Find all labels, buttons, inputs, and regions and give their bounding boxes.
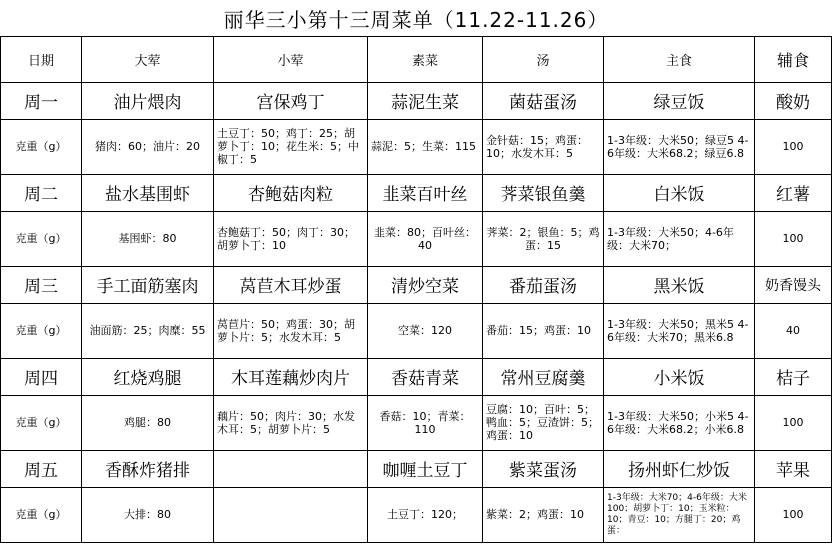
- qty-main-meat: 基围虾：80: [82, 211, 214, 266]
- qty-label: 克重（g）: [1, 487, 82, 542]
- qty-row-wednesday: [1, 303, 832, 358]
- qty-snack: 40: [755, 303, 832, 358]
- dish-row-wednesday: [1, 266, 832, 303]
- qty-snack: 100: [755, 211, 832, 266]
- dish-soup: 荠菜银鱼羹: [483, 174, 604, 211]
- dish-vegetable: 韭菜百叶丝: [368, 174, 483, 211]
- qty-vegetable: 土豆丁：120；: [368, 487, 483, 542]
- header-staple: 主食: [604, 37, 755, 83]
- dish-soup: 常州豆腐羹: [483, 358, 604, 395]
- qty-snack: 100: [755, 395, 832, 450]
- dish-main-meat: 手工面筋塞肉: [82, 266, 214, 303]
- header-vegetable: 素菜: [368, 37, 483, 83]
- day-label: 周二: [1, 174, 82, 211]
- qty-row-monday: [1, 119, 832, 174]
- dish-row-tuesday: [1, 174, 832, 211]
- qty-main-meat: 猪肉：60；油片：20: [82, 119, 214, 174]
- header-soup: 汤: [483, 37, 604, 83]
- header-row: [1, 37, 832, 83]
- dish-side-meat: 杏鲍菇肉粒: [214, 174, 368, 211]
- qty-side-meat: [214, 487, 368, 542]
- header-snack: 辅食: [755, 37, 832, 83]
- header-side-meat: 小荤: [214, 37, 368, 83]
- dish-staple: 小米饭: [604, 358, 755, 395]
- dish-staple: 扬州虾仁炒饭: [604, 450, 755, 487]
- qty-soup: 金针菇：15；鸡蛋：10；水发木耳：5: [483, 119, 604, 174]
- qty-vegetable: 香菇：10；青菜：110: [368, 395, 483, 450]
- qty-side-meat: 藕片：50；肉片：30；水发木耳：5；胡萝卜片：5: [214, 395, 368, 450]
- dish-row-monday: [1, 83, 832, 120]
- qty-staple: 1-3年级：大米50；小米5 4-6年级：大米68.2；小米6.8: [604, 395, 755, 450]
- qty-row-thursday: [1, 395, 832, 450]
- dish-row-thursday: [1, 358, 832, 395]
- qty-label: 克重（g）: [1, 395, 82, 450]
- day-label: 周三: [1, 266, 82, 303]
- dish-row-friday: [1, 450, 832, 487]
- dish-staple: 白米饭: [604, 174, 755, 211]
- qty-row-friday: [1, 487, 832, 542]
- dish-vegetable: 咖喱土豆丁: [368, 450, 483, 487]
- dish-main-meat: 油片煨肉: [82, 83, 214, 120]
- dish-vegetable: 清炒空菜: [368, 266, 483, 303]
- dish-soup: 菌菇蛋汤: [483, 83, 604, 120]
- day-label: 周一: [1, 83, 82, 120]
- qty-snack: 100: [755, 487, 832, 542]
- qty-main-meat: 鸡腿：80: [82, 395, 214, 450]
- header-date: 日期: [1, 37, 82, 83]
- dish-side-meat: [214, 450, 368, 487]
- qty-side-meat: 杏鲍菇丁：50；肉丁：30；胡萝卜丁：10: [214, 211, 368, 266]
- qty-vegetable: 空菜：120: [368, 303, 483, 358]
- qty-side-meat: 土豆丁：50；鸡丁：25；胡萝卜丁：10；花生米：5；中椒丁：5: [214, 119, 368, 174]
- header-main-meat: 大荤: [82, 37, 214, 83]
- qty-label: 克重（g）: [1, 303, 82, 358]
- dish-vegetable: 香菇青菜: [368, 358, 483, 395]
- dish-staple: 黑米饭: [604, 266, 755, 303]
- dish-side-meat: 宫保鸡丁: [214, 83, 368, 120]
- dish-snack: 桔子: [755, 358, 832, 395]
- dish-staple: 绿豆饭: [604, 83, 755, 120]
- dish-main-meat: 盐水基围虾: [82, 174, 214, 211]
- qty-label: 克重（g）: [1, 119, 82, 174]
- qty-vegetable: 蒜泥：5；生菜：115: [368, 119, 483, 174]
- day-label: 周五: [1, 450, 82, 487]
- qty-staple: 1-3年级：大米50；4-6年级：大米70；: [604, 211, 755, 266]
- qty-side-meat: 莴苣片：50；鸡蛋：30；胡萝卜片：5；水发木耳：5: [214, 303, 368, 358]
- dish-soup: 紫菜蛋汤: [483, 450, 604, 487]
- qty-vegetable: 韭菜：80；百叶丝：40: [368, 211, 483, 266]
- qty-staple: 1-3年级：大米70；4-6年级：大米100；胡萝卜丁：10；玉米粒：10；青豆：10；方腿丁：20；鸡蛋：: [604, 487, 755, 542]
- dish-main-meat: 红烧鸡腿: [82, 358, 214, 395]
- qty-soup: 紫菜：2；鸡蛋：10: [483, 487, 604, 542]
- qty-snack: 100: [755, 119, 832, 174]
- qty-soup: 荠菜：2；银鱼：5；鸡蛋：15: [483, 211, 604, 266]
- dish-side-meat: 莴苣木耳炒蛋: [214, 266, 368, 303]
- dish-soup: 番茄蛋汤: [483, 266, 604, 303]
- qty-soup: 番茄：15；鸡蛋：10: [483, 303, 604, 358]
- dish-main-meat: 香酥炸猪排: [82, 450, 214, 487]
- dish-snack: 酸奶: [755, 83, 832, 120]
- dish-snack: 苹果: [755, 450, 832, 487]
- qty-soup: 豆腐：10；百叶：5；鸭血：5；豆渣饼：5；鸡蛋：10: [483, 395, 604, 450]
- menu-table: [0, 36, 832, 543]
- dish-snack: 奶香馒头: [755, 266, 832, 303]
- qty-main-meat: 油面筋：25；肉糜：55: [82, 303, 214, 358]
- qty-staple: 1-3年级：大米50；黑米5 4-6年级：大米70；黑米6.8: [604, 303, 755, 358]
- qty-label: 克重（g）: [1, 211, 82, 266]
- qty-row-tuesday: [1, 211, 832, 266]
- qty-main-meat: 大排：80: [82, 487, 214, 542]
- qty-staple: 1-3年级：大米50；绿豆5 4-6年级：大米68.2；绿豆6.8: [604, 119, 755, 174]
- day-label: 周四: [1, 358, 82, 395]
- dish-vegetable: 蒜泥生菜: [368, 83, 483, 120]
- menu-title: 丽华三小第十三周菜单（11.22-11.26）: [223, 7, 609, 32]
- dish-side-meat: 木耳莲藕炒肉片: [214, 358, 368, 395]
- dish-snack: 红薯: [755, 174, 832, 211]
